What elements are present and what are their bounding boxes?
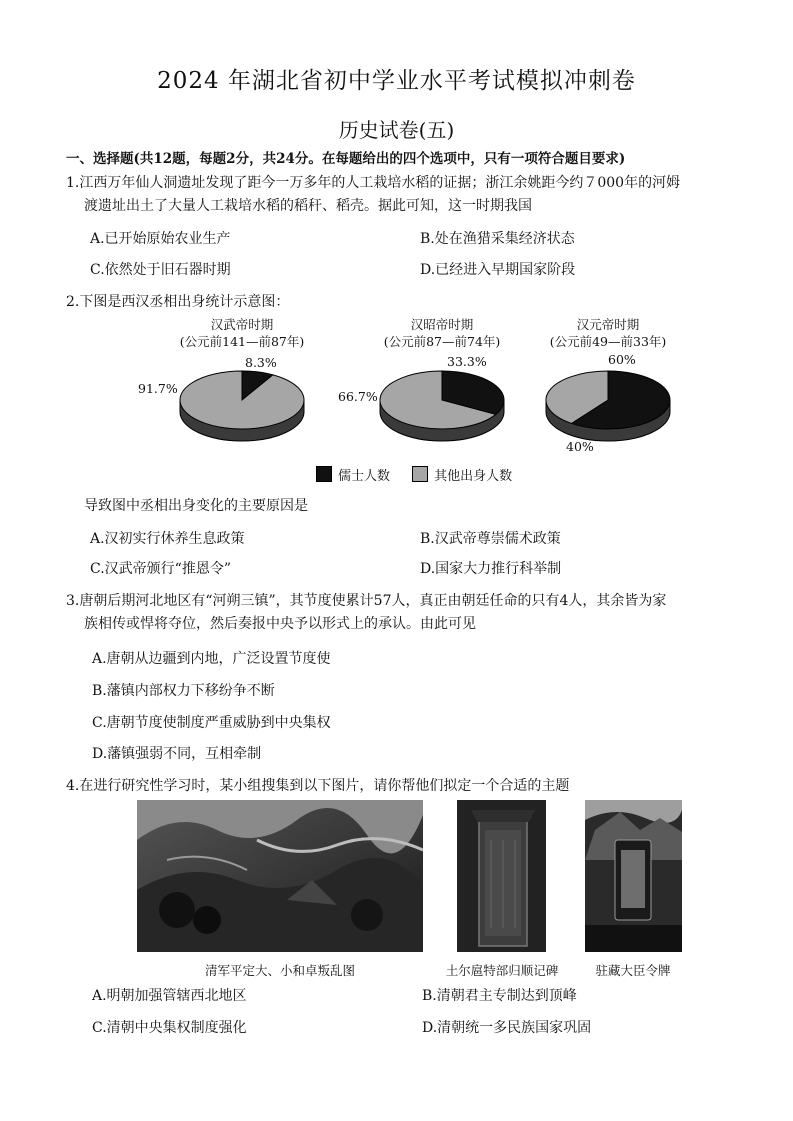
section-heading: 一、选择题(共12题，每题2分，共24分。在每题给出的四个选项中，只有一项符合题目要求): [66, 151, 626, 167]
legend-label-ru: 儒士人数: [338, 469, 391, 484]
q4-option-a: A.明朝加强管辖西北地区: [92, 988, 247, 1004]
q3-stem-line1: 3.唐朝后期河北地区有“河朔三镇”，其节度使累计57人，真正由朝廷任命的只有4人，其余皆为家: [66, 593, 667, 609]
pie-charts: [0, 0, 793, 470]
q1-stem-line1: 1.江西万年仙人洞遗址发现了距今一万多年的人工栽培水稻的证据；浙江余姚距今约７000年的河姆: [66, 175, 681, 191]
q1-option-d: D.已经进入早期国家阶段: [420, 262, 576, 278]
q1-stem-line2: 渡遗址出土了大量人工栽培水稻的稻秆、稻壳。据此可知，这一时期我国: [84, 198, 532, 214]
page-title: 2024 年湖北省初中学业水平考试模拟冲刺卷: [157, 68, 636, 94]
pie-3-name: 汉元帝时期: [576, 317, 640, 332]
q2-question: 导致图中丞相出身变化的主要原因是: [84, 498, 308, 514]
q2-stem: 2.下图是西汉丞相出身统计示意图：: [66, 294, 290, 310]
stele-image: [457, 800, 546, 952]
stele-illustration: [457, 800, 546, 952]
pie-1-slice-other: [180, 371, 304, 429]
pie-1-label-other: 91.7%: [138, 381, 178, 396]
pie-3-label-other: 40%: [566, 439, 594, 454]
q4-option-d: D.清朝统一多民族国家巩固: [422, 1020, 592, 1036]
q2-option-b: B.汉武帝尊崇儒术政策: [420, 531, 561, 547]
pie-2-period: (公元前87—前74年): [383, 334, 501, 349]
q2-option-a: A.汉初实行休养生息政策: [90, 531, 245, 547]
caption-battle-painting: 清军平定大、小和卓叛乱图: [204, 963, 355, 978]
pie-2-name: 汉昭帝时期: [410, 317, 474, 332]
tablet-illustration: [585, 800, 682, 952]
q2-option-d: D.国家大力推行科举制: [420, 561, 562, 577]
caption-stele: 土尔扈特部归顺记碑: [445, 963, 559, 978]
pie-3-period: (公元前49—前33年): [549, 334, 667, 349]
q1-option-a: A.已开始原始农业生产: [90, 231, 231, 247]
tablet-image: [585, 800, 682, 952]
q3-option-b: B.藩镇内部权力下移纷争不断: [92, 683, 275, 699]
q4-option-b: B.清朝君主专制达到顶峰: [422, 988, 577, 1004]
q4-option-c: C.清朝中央集权制度强化: [92, 1020, 247, 1036]
battle-painting-image: [137, 800, 423, 952]
battle-painting-illustration: [137, 800, 423, 952]
chart-legend: [316, 465, 512, 484]
q1-option-b: B.处在渔猎采集经济状态: [420, 231, 575, 247]
q3-option-c: C.唐朝节度使制度严重威胁到中央集权: [92, 715, 331, 731]
pie-1-name: 汉武帝时期: [210, 317, 274, 332]
q3-option-d: D.藩镇强弱不同，互相牵制: [92, 746, 262, 762]
caption-tablet: 驻藏大臣令牌: [595, 963, 671, 978]
legend-swatch-other: [412, 466, 428, 482]
pie-1-period: (公元前141—前87年): [179, 334, 305, 349]
q4-stem: 4.在进行研究性学习时，某小组搜集到以下图片，请你帮他们拟定一个合适的主题: [66, 778, 570, 794]
pie-3-label-ru: 60%: [608, 352, 636, 367]
pie-1-label-ru: 8.3%: [245, 355, 277, 370]
legend-swatch-ru: [316, 466, 332, 482]
q1-option-c: C.依然处于旧石器时期: [90, 262, 231, 278]
pie-2-label-ru: 33.3%: [447, 354, 487, 369]
q3-option-a: A.唐朝从边疆到内地，广泛设置节度使: [92, 651, 331, 667]
legend-label-other: 其他出身人数: [434, 469, 513, 484]
pie-2-label-other: 66.7%: [338, 389, 378, 404]
q3-stem-line2: 族相传或悍将夺位，然后奏报中央予以形式上的承认。由此可见: [84, 616, 476, 632]
q2-option-c: C.汉武帝颁行“推恩令”: [90, 561, 231, 577]
page-subtitle: 历史试卷(五): [338, 118, 455, 142]
